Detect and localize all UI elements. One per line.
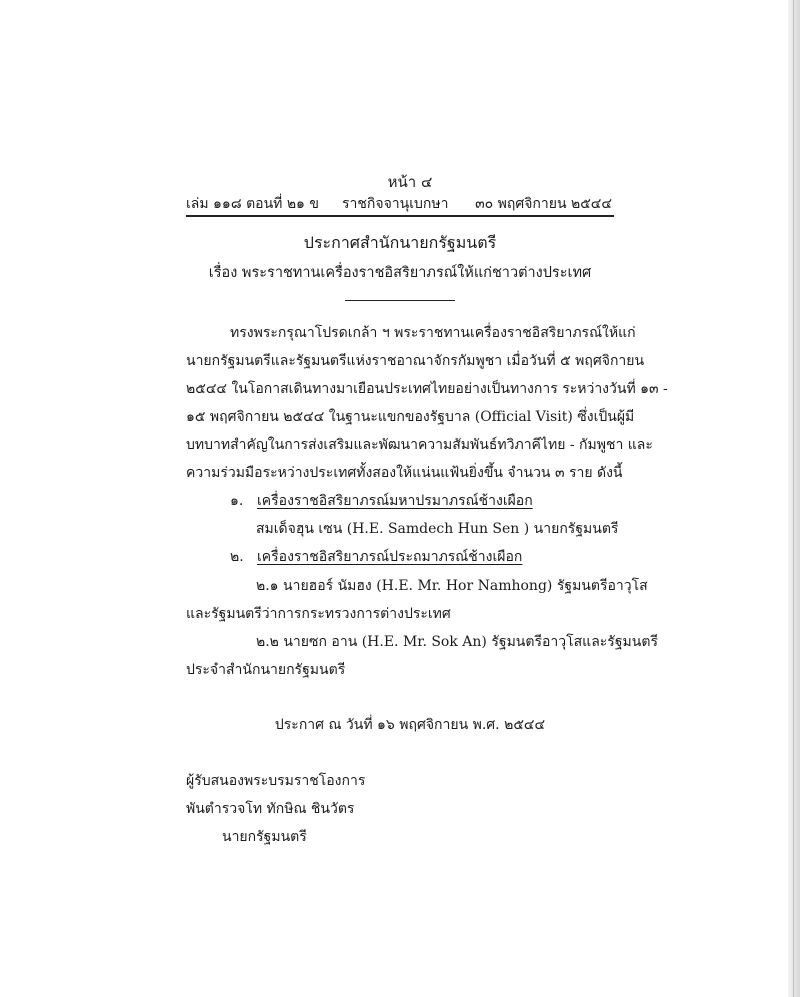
body-line-5: บทบาทสำคัญในการส่งเสริมและพัฒนาความสัมพันธ์ทวิภาคีไทย - กัมพูชา และ xyxy=(186,437,653,453)
body-line-6: ความร่วมมือระหว่างประเทศทั้งสองให้แน่นแฟ้นยิ่งขึ้น จำนวน ๓ ราย ดังนี้ xyxy=(186,465,623,481)
publication-date: ๓๐ พฤศจิกายน ๒๕๔๔ xyxy=(475,196,612,212)
document-subject: เรื่อง พระราชทานเครื่องราชอิสริยาภรณ์ให้แก่ชาวต่างประเทศ xyxy=(208,265,592,281)
item-2-number: ๒. xyxy=(230,549,244,565)
item-2-1-line-1: ๒.๑ นายฮอร์ นัมฮง (H.E. Mr. Hor Namhong) รัฐมนตรีอาวุโส xyxy=(256,578,648,594)
item-1-number: ๑. xyxy=(230,493,244,509)
body-line-2: นายกรัฐมนตรีและรัฐมนตรีแห่งราชอาณาจักรกัมพูชา เมื่อวันที่ ๕ พฤศจิกายน xyxy=(186,353,645,369)
volume-issue: เล่ม ๑๑๘ ตอนที่ ๒๑ ข xyxy=(186,196,319,212)
item-2-1-line-2: และรัฐมนตรีว่าการกระทรวงการต่างประเทศ xyxy=(186,606,451,622)
page-number: หน้า ๔ xyxy=(387,173,433,191)
running-header xyxy=(186,193,614,217)
signatory-position: นายกรัฐมนตรี xyxy=(222,829,307,845)
announcement-date: ประกาศ ณ วันที่ ๑๖ พฤศจิกายน พ.ศ. ๒๕๔๔ xyxy=(274,717,546,733)
item-1-heading: เครื่องราชอิสริยาภรณ์มหาปรมาภรณ์ช้างเผือก xyxy=(257,493,533,509)
title-divider xyxy=(345,300,455,301)
item-2-2-line-2: ประจำสำนักนายกรัฐมนตรี xyxy=(186,662,346,678)
item-2-heading: เครื่องราชอิสริยาภรณ์ประถมาภรณ์ช้างเผือก xyxy=(257,549,523,565)
item-2-2-line-1: ๒.๒ นายซก อาน (H.E. Mr. Sok An) รัฐมนตรีอาวุโสและรัฐมนตรี xyxy=(256,634,658,650)
page-edge xyxy=(788,0,800,997)
signatory-name: พันตำรวจโท ทักษิณ ชินวัตร xyxy=(186,801,355,817)
body-line-4: ๑๕ พฤศจิกายน ๒๕๔๔ ในฐานะแขกของรัฐบาล (Official Visit) ซึ่งเป็นผู้มี xyxy=(186,409,635,425)
body-line-3: ๒๕๔๔ ในโอกาสเดินทางมาเยือนประเทศไทยอย่างเป็นทางการ ระหว่างวันที่ ๑๓ - xyxy=(186,381,668,397)
document-title: ประกาศสำนักนายกรัฐมนตรี xyxy=(303,233,497,252)
item-1-recipient: สมเด็จฮุน เซน (H.E. Samdech Hun Sen ) นายกรัฐมนตรี xyxy=(256,521,619,537)
publication-name: ราชกิจจานุเบกษา xyxy=(342,196,449,212)
countersign-line: ผู้รับสนองพระบรมราชโองการ xyxy=(186,773,366,789)
body-line-1: ทรงพระกรุณาโปรดเกล้า ฯ พระราชทานเครื่องราชอิสริยาภรณ์ให้แก่ xyxy=(230,325,636,341)
